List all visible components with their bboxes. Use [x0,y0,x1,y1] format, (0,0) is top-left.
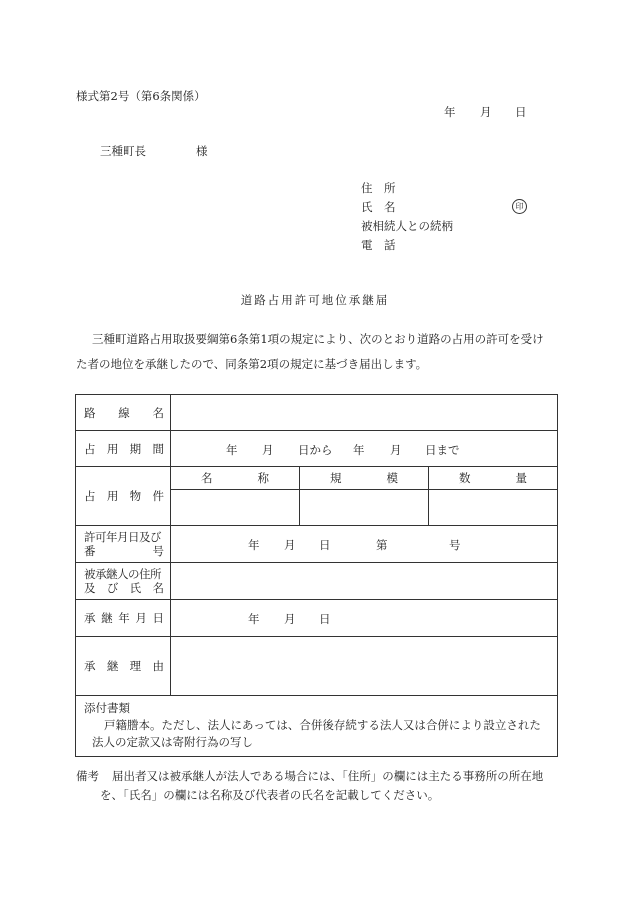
permit-number-suffix: 号 [449,538,461,552]
permit-field[interactable] [171,526,558,563]
reason-label-char: 承 [84,659,96,673]
row-predecessor [76,563,558,600]
object-label-char: 件 [152,489,164,503]
reason-field[interactable] [171,637,558,696]
form-number: 様式第2号（第6条関係） [76,89,206,103]
address-label: 住 所 [361,181,396,195]
object-spec-field[interactable] [300,490,429,526]
succession-date-field[interactable] [171,600,558,637]
period-label [76,431,171,467]
reason-label [76,637,171,696]
permit-label [76,526,171,563]
object-name-header-char: 称 [257,471,269,485]
period-end-day: 日まで [425,442,460,457]
object-label-char: 占 [84,489,96,503]
predecessor-label-char: 名 [152,581,164,595]
succession-date-label [76,600,171,637]
route-name-field[interactable] [171,395,558,431]
honorific: 様 [196,144,208,158]
document-title: 道路占用許可地位承継届 [240,293,390,307]
succession-month: 月 [284,612,296,626]
date-year-label: 年 [444,105,456,119]
row-attachments [76,696,558,757]
remarks-line-2: を、「氏名」の欄には名称及び代表者の氏名を記載してください。 [100,788,440,802]
period-start-day: 日から [298,442,333,457]
succession-year: 年 [248,612,260,626]
row-route-name [76,395,558,431]
predecessor-label [76,563,171,600]
reason-label-char: 由 [152,659,164,673]
intro-line-2: た者の地位を承継したので、同条第2項の規定に基づき届出します。 [76,357,428,371]
succession-date-label-char: 継 [101,611,113,625]
route-name-label-char: 線 [118,405,130,420]
permit-year: 年 [248,538,260,552]
object-qty-header-char: 量 [515,471,528,485]
period-start-month: 月 [262,442,274,457]
seal-mark [512,198,527,214]
predecessor-label-char: 及 [84,581,96,595]
route-name-label [76,395,171,431]
seal-char: 印 [512,199,527,214]
period-end-year: 年 [353,442,365,457]
object-qty-field[interactable] [429,490,558,526]
object-label-char: 用 [106,489,119,503]
succession-date-label-char: 年 [118,611,130,625]
row-succession-date [76,600,558,637]
object-name-header-char: 名 [201,471,213,485]
object-name-header [171,467,300,490]
permit-day: 日 [319,538,331,552]
date-day-label: 日 [515,105,527,119]
name-label: 氏 名 [361,200,396,214]
succession-date-label-char: 月 [135,611,147,625]
object-label [76,467,171,526]
period-label-char: 期 [129,441,142,456]
object-name-field[interactable] [171,490,300,526]
phone-label: 電 話 [361,238,396,252]
succession-day: 日 [319,612,331,626]
object-qty-header [429,467,558,490]
date-month-label: 月 [480,105,492,119]
object-label-char: 物 [129,489,142,503]
remarks-line-1: 届出者又は被承継人が法人である場合には、「住所」の欄には主たる事務所の所在地 [112,769,544,783]
reason-label-char: 理 [129,659,142,673]
route-name-label-char: 路 [84,405,96,420]
period-field[interactable] [171,431,558,467]
object-spec-header-char: 規 [330,471,342,485]
notification-table [75,394,558,757]
attachments-line-2: 法人の定款又は寄附行為の写し [92,735,253,749]
period-label-char: 間 [152,441,164,456]
object-qty-header-char: 数 [459,471,471,485]
attachments-title: 添付書類 [84,701,130,715]
permit-label-char: 番 [84,544,96,558]
predecessor-label-char: 氏 [129,581,142,595]
row-reason [76,637,558,696]
attachments-line-1: 戸籍謄本。ただし、法人にあっては、合併後存続する法人又は合併により設立された [104,718,541,732]
succession-date-label-char: 日 [152,611,164,625]
permit-label-char: 号 [152,544,164,558]
permit-label-line-1: 許可年月日及び [84,530,161,544]
intro-line-1: 三種町道路占用取扱要綱第6条第1項の規定により、次のとおり道路の占用の許可を受け [92,332,544,346]
row-period [76,431,558,467]
object-spec-header-char: 模 [386,471,398,485]
permit-number-prefix: 第 [376,538,388,552]
reason-label-char: 継 [106,659,119,673]
predecessor-label-char: び [106,581,119,595]
period-start-year: 年 [226,442,238,457]
succession-date-label-char: 承 [84,611,96,625]
addressee: 三種町長 [100,144,146,158]
object-spec-header [300,467,429,490]
row-permit [76,526,558,563]
relation-label: 被相続人との続柄 [361,219,453,233]
period-label-char: 用 [106,441,119,456]
period-end-month: 月 [390,442,402,457]
attachments-cell [76,696,558,757]
route-name-label-char: 名 [152,405,164,420]
permit-month: 月 [284,538,296,552]
row-object-header [76,467,558,490]
predecessor-field[interactable] [171,563,558,600]
period-label-char: 占 [84,441,96,456]
remarks-label: 備考 [76,769,99,783]
predecessor-label-line-1: 被承継人の住所 [84,567,161,581]
